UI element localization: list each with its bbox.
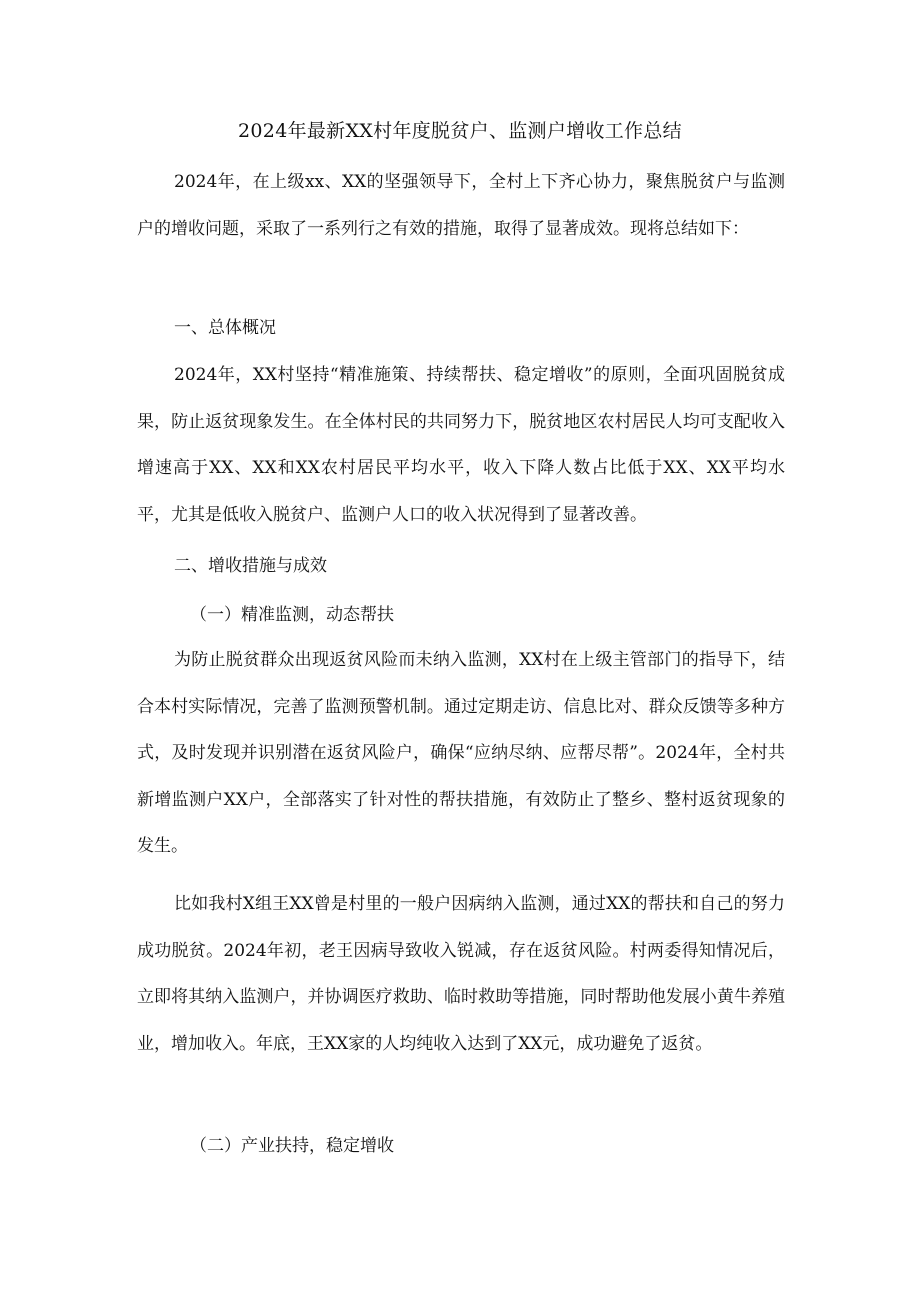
section-heading-overview: 一、总体概况 bbox=[174, 318, 276, 338]
document-title: 2024年最新XX村年度脱贫户、监测户增收工作总结 bbox=[238, 120, 682, 142]
subsection-heading-monitoring: （一）精准监测，动态帮扶 bbox=[190, 605, 394, 625]
subsection-heading-industry: （二）产业扶持，稳定增收 bbox=[190, 1136, 394, 1156]
intro-paragraph: 2024年，在上级xx、XX的坚强领导下，全村上下齐心协力，聚焦脱贫户与监测户的增收问题，采取了一系列行之有效的措施，取得了显著成效。现将总结如下： bbox=[137, 172, 785, 239]
monitoring-paragraph: 为防止脱贫群众出现返贫风险而未纳入监测，XX村在上级主管部门的指导下，结合本村实际情况，完善了监测预警机制。通过定期走访、信息比对、群众反馈等多种方式，及时发现并识别潜在返贫风险户，确保“应纳尽纳、应帮尽帮”。2024年，全村共新增监测户XX户，全部落实了针对性的帮扶措施，有效防止了整乡、整村返贫现象的发生。 bbox=[137, 650, 785, 856]
section-heading-measures: 二、增收措施与成效 bbox=[174, 556, 327, 576]
overview-paragraph: 2024年，XX村坚持“精准施策、持续帮扶、稳定增收”的原则，全面巩固脱贫成果，防止返贫现象发生。在全体村民的共同努力下，脱贫地区农村居民人均可支配收入增速高于XX、XX和XX农村居民平均水平，收入下降人数占比低于XX、XX平均水平，尤其是低收入脱贫户、监测户人口的收入状况得到了显著改善。 bbox=[137, 365, 785, 525]
example-paragraph: 比如我村X组王XX曾是村里的一般户因病纳入监测，通过XX的帮扶和自己的努力成功脱贫。2024年初，老王因病导致收入锐减，存在返贫风险。村两委得知情况后，立即将其纳入监测户，并协调医疗救助、临时救助等措施，同时帮助他发展小黄牛养殖业，增加收入。年底，王XX家的人均纯收入达到了XX元，成功避免了返贫。 bbox=[137, 894, 785, 1054]
